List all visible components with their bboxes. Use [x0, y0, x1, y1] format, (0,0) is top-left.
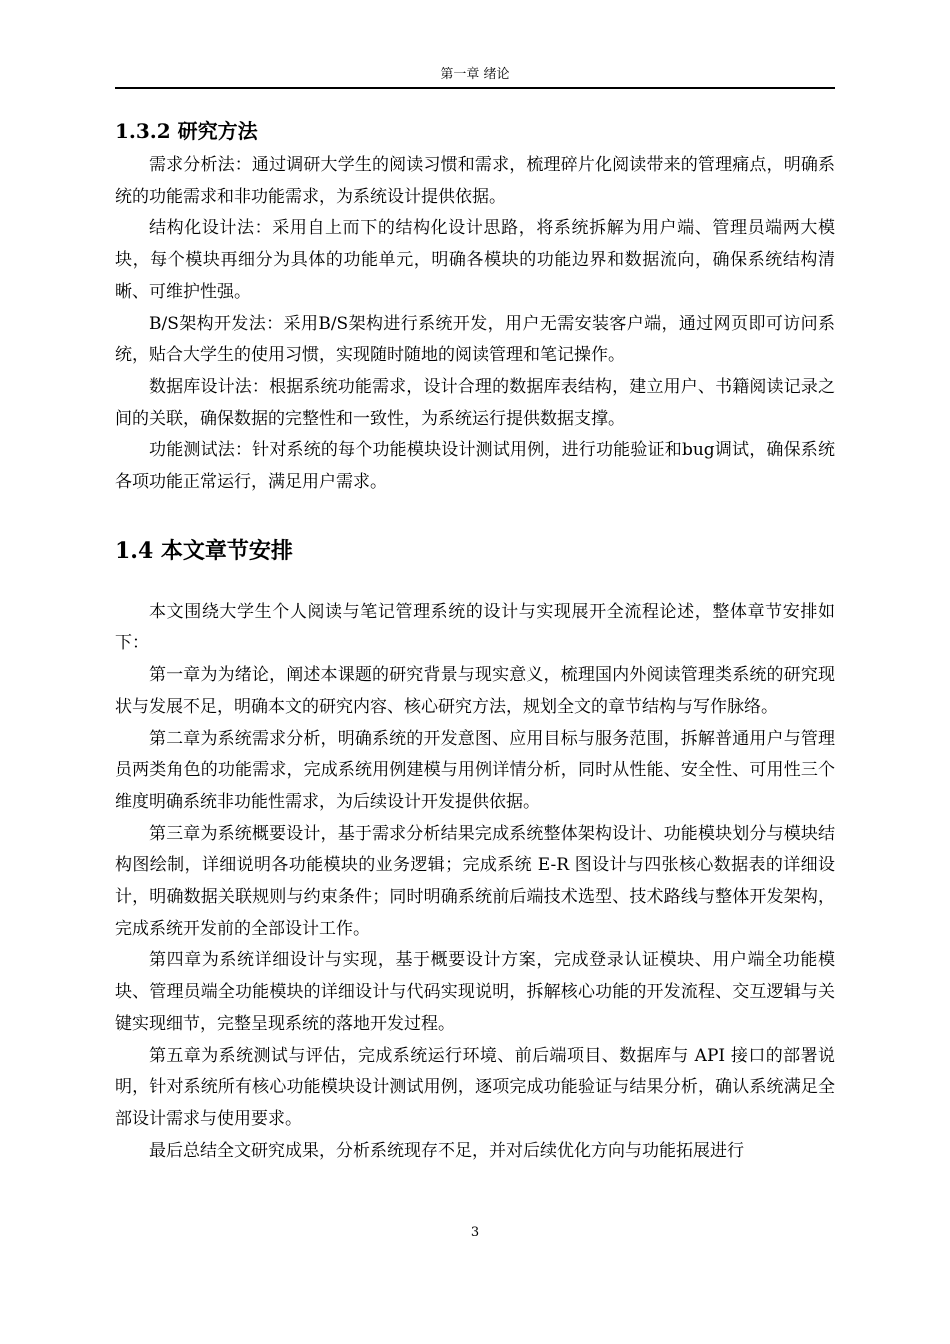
paragraph-conclusion: 最后总结全文研究成果，分析系统现存不足，并对后续优化方向与功能拓展进行 [149, 1140, 744, 1161]
paragraph-chapter-four: 第四章为系统详细设计与实现，基于概要设计方案，完成登录认证模块、用户端全功能模块、管理员端全功能模块的详细设计与代码实现说明，拆解核心功能的开发流程、交互逻辑与关键实现细节，完整呈现系统的落地开发过程。 [115, 950, 835, 1034]
paragraph-chapter-three: 第三章为系统概要设计，基于需求分析结果完成系统整体架构设计、功能模块划分与模块结构图绘制，详细说明各功能模块的业务逻辑；完成系统 E-R 图设计与四张核心数据表的详细设计，明确数据关联规则与约束条件；同时明确系统前后端技术选型、技术路线与整体开发架构，完成系统开发前的全部设计工作。 [115, 823, 835, 939]
paragraph-database-design: 数据库设计法：根据系统功能需求，设计合理的数据库表结构，建立用户、书籍阅读记录之间的关联，确保数据的完整性和一致性，为系统运行提供数据支撑。 [115, 376, 835, 429]
paragraph-chapter-two: 第二章为系统需求分析，明确系统的开发意图、应用目标与服务范围，拆解普通用户与管理员两类角色的功能需求，完成系统用例建模与用例详情分析，同时从性能、安全性、可用性三个维度明确系统非功能性需求，为后续设计开发提供依据。 [115, 728, 835, 812]
section-heading-1-3-2: 1.3.2 研究方法 [115, 119, 258, 143]
page-number: 3 [470, 1225, 480, 1240]
paragraph-chapter-five: 第五章为系统测试与评估，完成系统运行环境、前后端项目、数据库与 API 接口的部署说明，针对系统所有核心功能模块设计测试用例，逐项完成功能验证与结果分析，确认系统满足全部设计需求与使用要求。 [115, 1045, 835, 1129]
paragraph-requirements-analysis: 需求分析法：通过调研大学生的阅读习惯和需求，梳理碎片化阅读带来的管理痛点，明确系统的功能需求和非功能需求，为系统设计提供依据。 [115, 155, 835, 207]
heading-spacer [115, 575, 835, 597]
running-header: 第一章 绪论 [440, 67, 510, 82]
paragraph-chapter-one: 第一章为为绪论，阐述本课题的研究背景与现实意义，梳理国内外阅读管理类系统的研究现状与发展不足，明确本文的研究内容、核心研究方法，规划全文的章节结构与写作脉络。 [115, 665, 835, 717]
paragraph-structured-design: 结构化设计法：采用自上而下的结构化设计思路，将系统拆解为用户端、管理员端两大模块，每个模块再细分为具体的功能单元，明确各模块的功能边界和数据流向，确保系统结构清晰、可维护性强。 [115, 218, 835, 302]
section-heading-1-4: 1.4 本文章节安排 [115, 537, 293, 564]
page-body [115, 112, 835, 1167]
paragraph-chapter-overview: 本文围绕大学生个人阅读与笔记管理系统的设计与实现展开全流程论述，整体章节安排如下： [115, 601, 835, 654]
header-rule [115, 87, 835, 89]
paragraph-functional-testing: 功能测试法：针对系统的每个功能模块设计测试用例，进行功能验证和bug调试，确保系统各项功能正常运行，满足用户需求。 [115, 440, 835, 493]
paragraph-bs-architecture: B/S架构开发法：采用B/S架构进行系统开发，用户无需安装客户端，通过网页即可访问系统，贴合大学生的使用习惯，实现随时随地的阅读管理和笔记操作。 [115, 313, 835, 366]
